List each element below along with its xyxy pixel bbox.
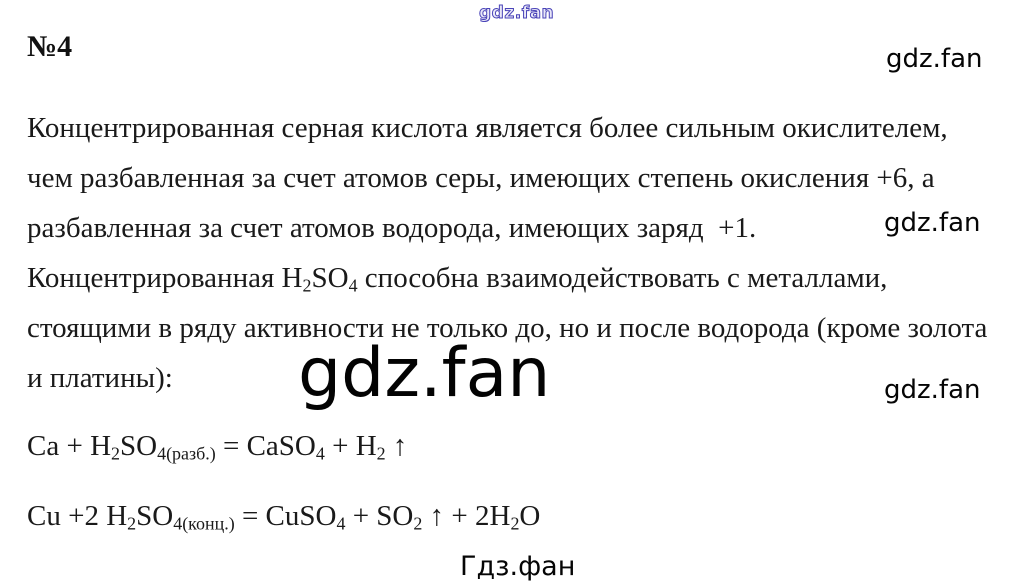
task-number: №4 <box>27 30 73 63</box>
watermark-bottom: Гдз.фан <box>460 551 576 582</box>
watermark-right-middle: gdz.fan <box>884 208 981 238</box>
paragraph-line-5: стоящими в ряду активности не только до, но и после водорода (кроме золота <box>27 312 988 344</box>
watermark-top-blue: gdz.fan <box>479 3 555 23</box>
paragraph-line-4: Концентрированная $H_2SO_4$ способна взаимодействовать с металлами, <box>27 262 888 296</box>
equation-ca-h2so4: $Ca + H_2SO_{4(разб.)}$ = CaSO$_4$ + $H_2$ ↑ <box>27 430 408 464</box>
paragraph-line-1: Концентрированная серная кислота является более сильным окислителем, <box>27 112 948 144</box>
paragraph-line-6: и платины): <box>27 362 173 394</box>
watermark-right-top: gdz.fan <box>886 44 983 74</box>
paragraph-line-3: разбавленная за счет атомов водорода, имеющих заряд +1. <box>27 212 757 244</box>
watermark-center-large: gdz.fan <box>298 334 551 413</box>
watermark-right-lower: gdz.fan <box>884 375 981 405</box>
equation-cu-h2so4: Cu +2 $H_2SO_{4(конц.)}$ = CuSO$_4$ + $SO_2$ ↑ + $2H_2O$ <box>27 500 541 534</box>
paragraph-line-2: чем разбавленная за счет атомов серы, имеющих степень окисления +6, а <box>27 162 935 194</box>
